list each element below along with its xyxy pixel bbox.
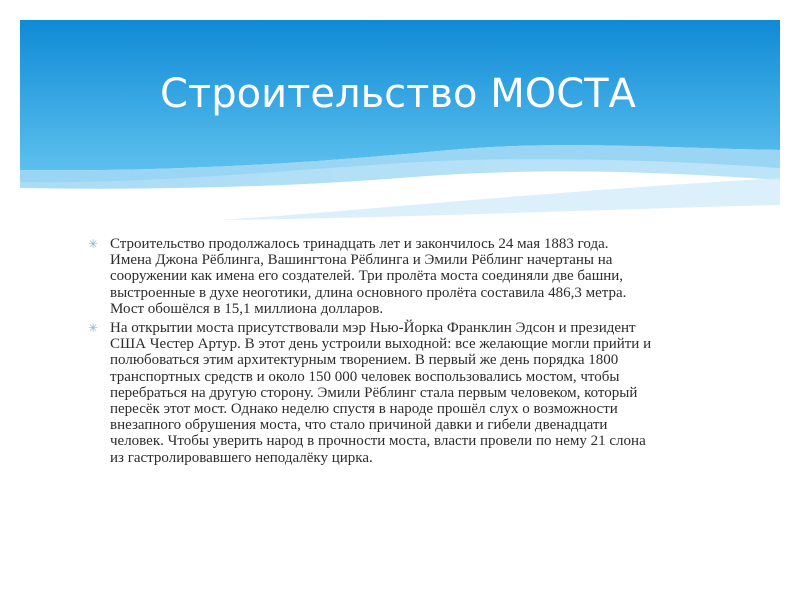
asterisk-bullet-icon: ✳ xyxy=(88,321,99,336)
text-line: из гастролировавшего неподалёку цирка. xyxy=(110,449,373,466)
text-line: Строительство продолжалось тринадцать лет и закончилось 24 мая 1883 года. xyxy=(110,236,609,252)
asterisk-bullet-icon: ✳ xyxy=(88,237,99,251)
text-line: выстроенные в духе неоготики, длина основного пролёта составила 486,3 метра. xyxy=(110,284,627,301)
text-line: внезапного обрушения моста, что стало причиной давки и гибели двенадцати xyxy=(110,417,608,434)
bullet-item xyxy=(88,320,728,466)
text-line: транспортных средств и около 150 000 человек воспользовались мостом, чтобы xyxy=(110,368,620,385)
text-line: человек. Чтобы уверить народ в прочности моста, власти провели по нему 21 слона xyxy=(110,433,646,450)
paragraph-text xyxy=(110,320,728,466)
slide-title: Строительство МОСТА xyxy=(160,71,636,117)
text-line: сооружении как имена его создателей. Три пролёта моста соединяли две башни, xyxy=(110,268,624,285)
slide xyxy=(20,20,780,580)
text-line: Мост обошёлся в 15,1 миллиона долларов. xyxy=(110,300,384,317)
text-line: полюбоваться этим архитектурным творением. В первый же день порядка 1800 xyxy=(110,352,619,369)
text-line: На открытии моста присутствовали мэр Нью-Йорка Франклин Эдсон и президент xyxy=(110,320,636,337)
bullet-list xyxy=(88,236,728,469)
text-line: пересёк этот мост. Однако неделю спустя в народе прошёл слух о возможности xyxy=(110,401,618,418)
wave-header-background xyxy=(20,20,780,235)
bullet-item xyxy=(88,236,728,317)
text-line: перебраться на другую сторону. Эмили Рёблинг стала первым человеком, который xyxy=(110,384,638,401)
text-line: США Честер Артур. В этот день устроили выходной: все желающие могли прийти и xyxy=(110,336,652,353)
paragraph-text xyxy=(110,236,728,317)
text-line: Имена Джона Рёблинга, Вашингтона Рёблинга и Эмили Рёблинг начертаны на xyxy=(110,252,613,269)
